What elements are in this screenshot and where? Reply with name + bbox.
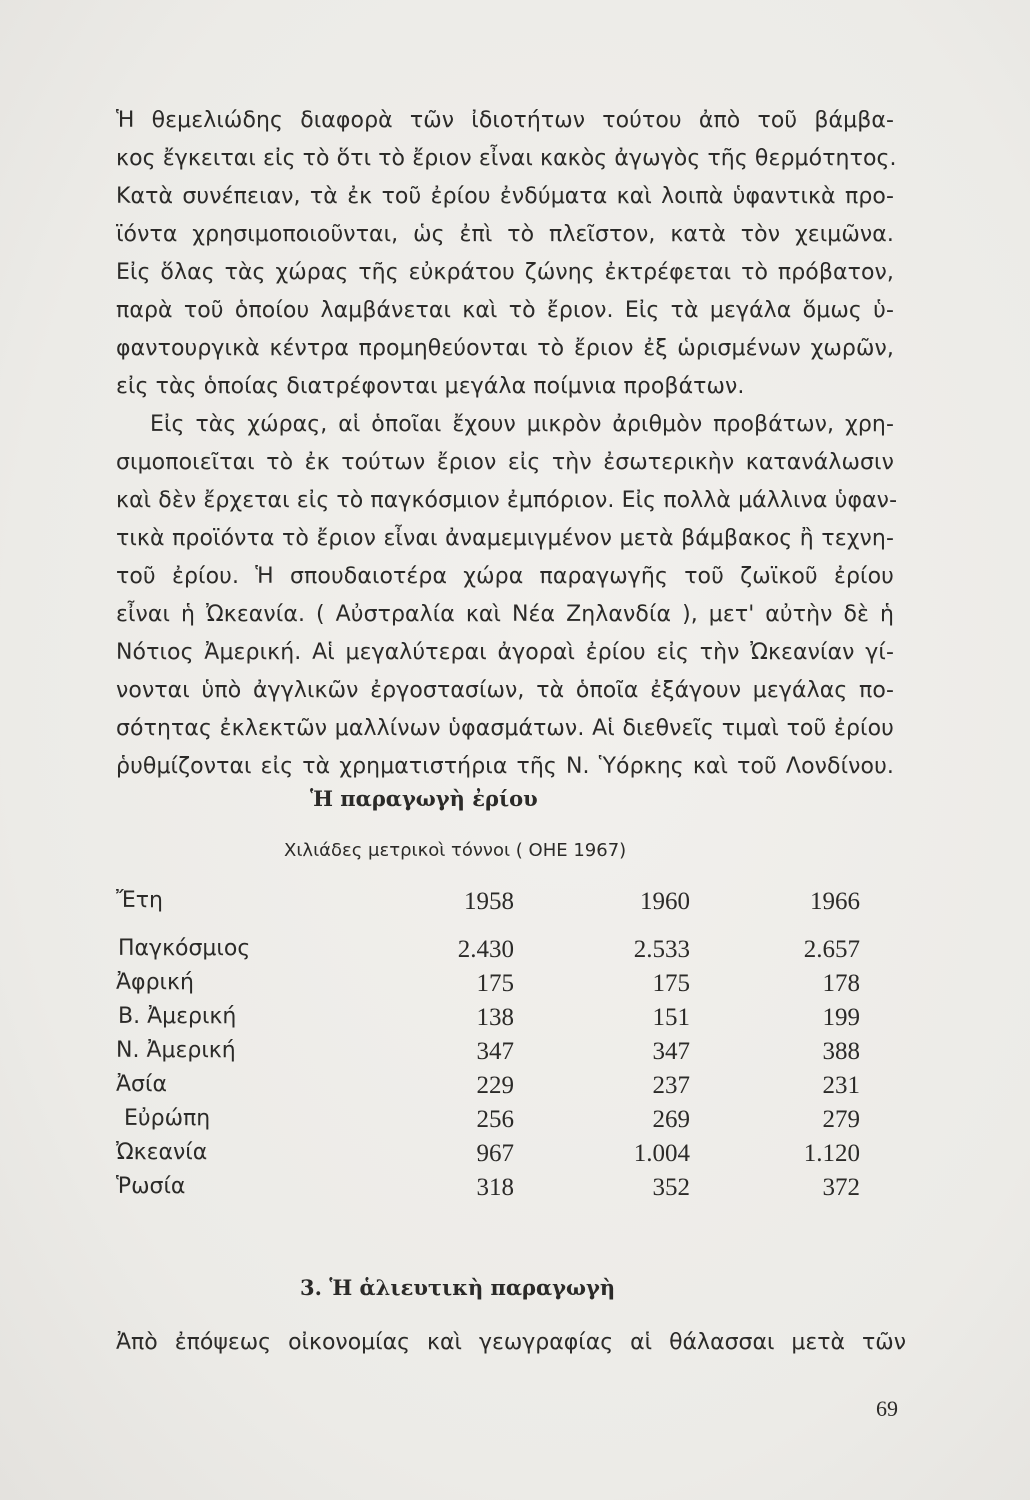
paragraph-line: τικὰ προϊόντα τὸ ἔριον εἶναι ἀναμεμιγμένον μετὰ βάμβακος ἢ τεχνη-	[116, 526, 894, 551]
table-row	[116, 1106, 866, 1140]
table-title: Ἡ παραγωγὴ ἐρίου	[310, 786, 538, 811]
cell-1958: 967	[476, 1140, 514, 1167]
table-row	[116, 1174, 866, 1208]
cell-1958: 138	[476, 1004, 514, 1031]
paragraph-line: καὶ δὲν ἔρχεται εἰς τὸ παγκόσμιον ἐμπόριον. Εἰς πολλὰ μάλλινα ὑφαν-	[116, 488, 898, 513]
header-label: Ἔτη	[116, 888, 163, 913]
paragraph-line: Νότιος Ἀμερική. Αἱ μεγαλύτεραι ἀγοραὶ ἐρίου εἰς τὴν Ὠκεανίαν γί-	[116, 640, 894, 665]
table-row	[116, 970, 866, 1004]
table-row	[116, 1038, 866, 1072]
paragraph-line: εἶναι ἡ Ὠκεανία. ( Αὐστραλία καὶ Νέα Ζηλανδία ), μετ' αὐτὴν δὲ ἡ	[116, 602, 894, 627]
paragraph-line: Κατὰ συνέπειαν, τὰ ἐκ τοῦ ἐρίου ἐνδύματα καὶ λοιπὰ ὑφαντικὰ προ-	[116, 184, 894, 209]
paragraph-line: φαντουργικὰ κέντρα προμηθεύονται τὸ ἔριον ἐξ ὡρισμένων χωρῶν,	[116, 336, 894, 361]
cell-1966: 199	[822, 1004, 860, 1031]
table-subtitle: Χιλιάδες μετρικοὶ τόννοι ( ΟΗΕ 1967)	[284, 840, 627, 861]
paragraph-line: εἰς τὰς ὁποίας διατρέφονται μεγάλα ποίμνια προβάτων.	[116, 374, 745, 399]
cell-1966: 178	[822, 970, 860, 997]
cell-1958: 318	[476, 1174, 514, 1201]
cell-1966: 231	[822, 1072, 860, 1099]
row-label: Ἀσία	[116, 1072, 167, 1097]
paragraph-line: κος ἔγκειται εἰς τὸ ὅτι τὸ ἔριον εἶναι κακὸς ἀγωγὸς τῆς θερμότητος.	[116, 146, 897, 171]
paragraph-line: Ἀπὸ ἐπόψεως οἰκονομίας καὶ γεωγραφίας αἱ θάλασσαι μετὰ τῶν	[116, 1330, 906, 1355]
row-label: Ὠκεανία	[116, 1140, 208, 1165]
paragraph-line: ϊόντα χρησιμοποιοῦνται, ὡς ἐπὶ τὸ πλεῖστον, κατὰ τὸν χειμῶνα.	[116, 222, 894, 247]
row-label: Ν. Ἀμερική	[116, 1038, 236, 1063]
section-heading: 3. Ἡ ἁλιευτικὴ παραγωγὴ	[300, 1275, 616, 1300]
cell-1966: 2.657	[803, 936, 860, 963]
row-label: Ῥωσία	[116, 1174, 186, 1199]
header-1958: 1958	[464, 888, 514, 915]
table-row	[116, 936, 866, 970]
cell-1960: 269	[652, 1106, 690, 1133]
paragraph-line: σότητας ἐκλεκτῶν μαλλίνων ὑφασμάτων. Αἱ διεθνεῖς τιμαὶ τοῦ ἐρίου	[116, 716, 894, 741]
cell-1958: 256	[476, 1106, 514, 1133]
row-label: Β. Ἀμερική	[118, 1004, 237, 1029]
paragraph-line: τοῦ ἐρίου. Ἡ σπουδαιοτέρα χώρα παραγωγῆς τοῦ ζωϊκοῦ ἐρίου	[116, 564, 894, 589]
row-label: Εὐρώπη	[124, 1106, 211, 1131]
cell-1960: 237	[652, 1072, 690, 1099]
cell-1958: 175	[476, 970, 514, 997]
row-label: Ἀφρική	[116, 970, 194, 995]
cell-1960: 352	[652, 1174, 690, 1201]
cell-1966: 279	[822, 1106, 860, 1133]
table-row	[116, 1072, 866, 1106]
table-row	[116, 1004, 866, 1038]
cell-1966: 1.120	[803, 1140, 860, 1167]
cell-1960: 175	[652, 970, 690, 997]
cell-1958: 2.430	[457, 936, 514, 963]
header-1960: 1960	[640, 888, 690, 915]
cell-1960: 2.533	[633, 936, 690, 963]
cell-1960: 347	[652, 1038, 690, 1065]
paragraph-line: παρὰ τοῦ ὁποίου λαμβάνεται καὶ τὸ ἔριον. Εἰς τὰ μεγάλα ὅμως ὑ-	[116, 298, 894, 323]
table-header-row	[116, 888, 866, 922]
header-1966: 1966	[810, 888, 860, 915]
paragraph-line: σιμοποιεῖται τὸ ἐκ τούτων ἔριον εἰς τὴν ἐσωτερικὴν κατανάλωσιν	[116, 450, 894, 475]
cell-1958: 347	[476, 1038, 514, 1065]
paragraph-line: ῥυθμίζονται εἰς τὰ χρηματιστήρια τῆς Ν. Ὑόρκης καὶ τοῦ Λονδίνου.	[116, 754, 894, 779]
paragraph-line: Εἰς ὅλας τὰς χώρας τῆς εὐκράτου ζώνης ἐκτρέφεται τὸ πρόβατον,	[116, 260, 894, 285]
paragraph-line: Εἰς τὰς χώρας, αἱ ὁποῖαι ἔχουν μικρὸν ἀριθμὸν προβάτων, χρη-	[150, 412, 894, 437]
row-label: Παγκόσμιος	[118, 936, 251, 961]
cell-1960: 1.004	[633, 1140, 690, 1167]
cell-1958: 229	[476, 1072, 514, 1099]
table-row	[116, 1140, 866, 1174]
paragraph-line: νονται ὑπὸ ἀγγλικῶν ἐργοστασίων, τὰ ὁποῖα ἐξάγουν μεγάλας πο-	[116, 678, 894, 703]
page-number: 69	[876, 1396, 898, 1421]
paragraph-line: Ἡ θεμελιώδης διαφορὰ τῶν ἰδιοτήτων τούτου ἀπὸ τοῦ βάμβα-	[116, 108, 894, 133]
cell-1966: 372	[822, 1174, 860, 1201]
cell-1966: 388	[822, 1038, 860, 1065]
cell-1960: 151	[652, 1004, 690, 1031]
